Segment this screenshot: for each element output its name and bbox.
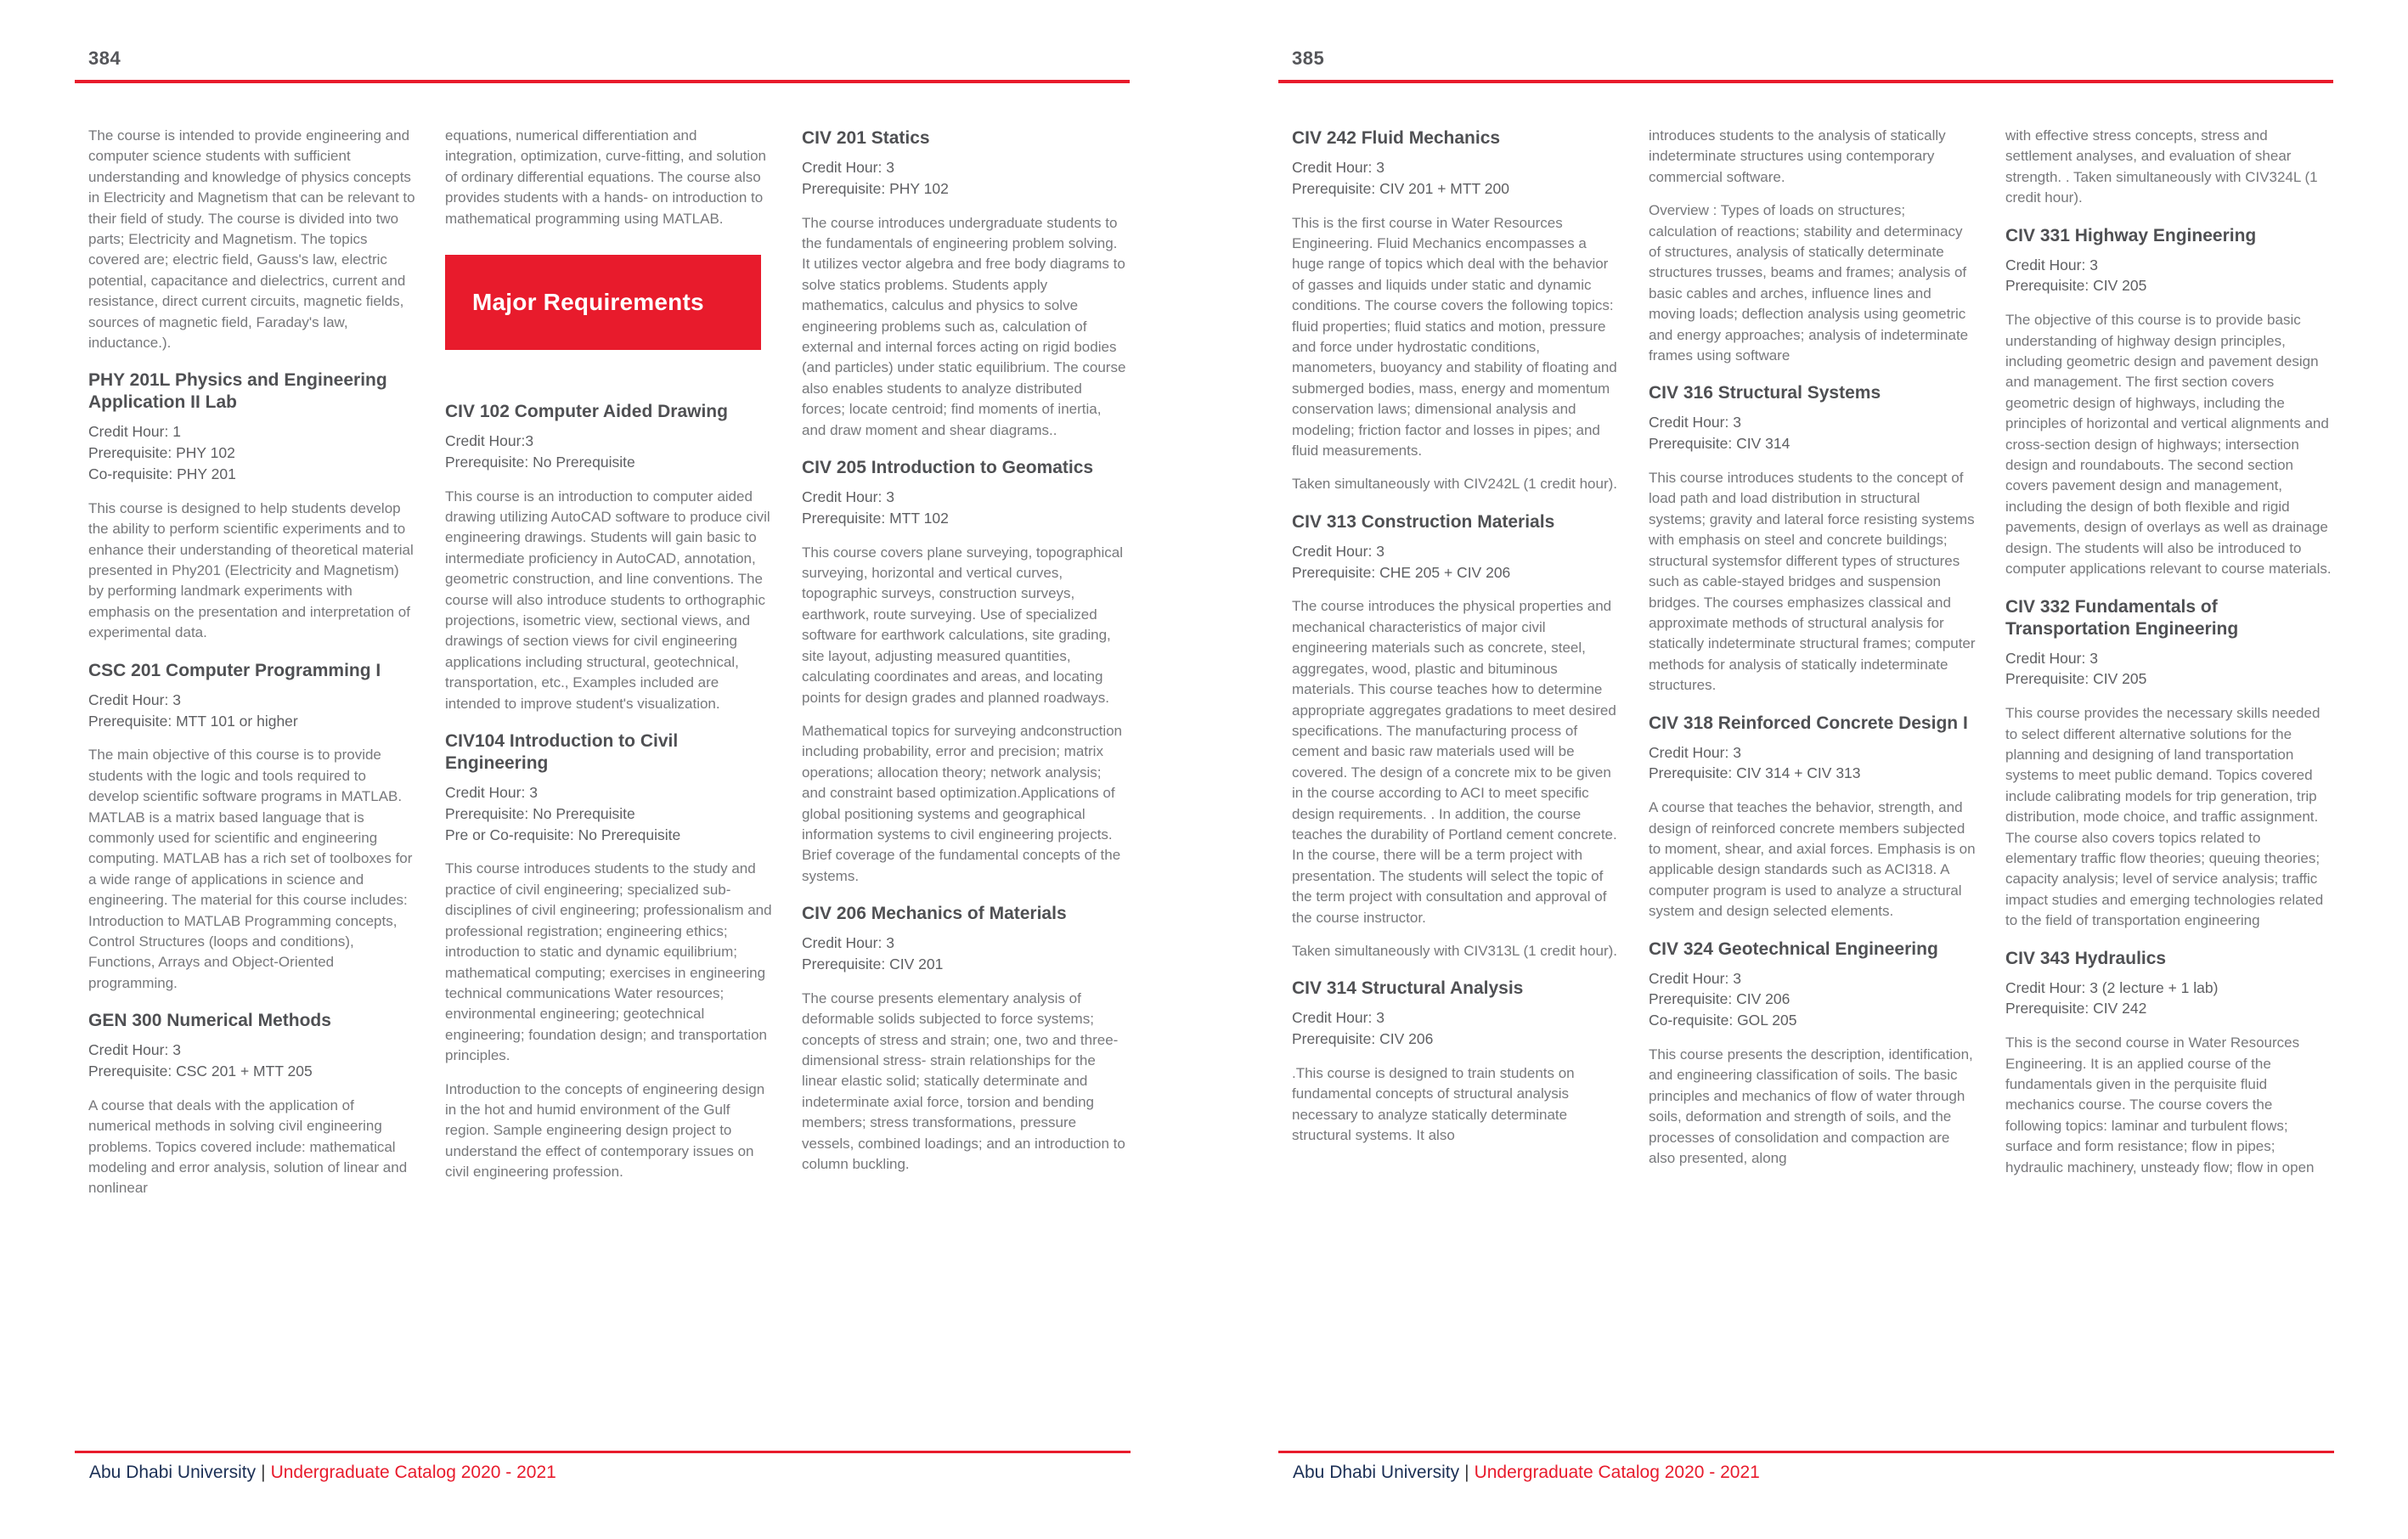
course-meta-line: Prerequisite: No Prerequisite bbox=[445, 453, 635, 471]
text-column bbox=[445, 126, 772, 1400]
course-meta-line: Credit Hour: 3 bbox=[1292, 542, 1384, 560]
course-paragraph: This course presents the description, identification, and engineering classification of soils. The basic principles and mechanics of flow of water through soils, deformation and strength of soils, and the processes of consolidation and compaction are also presented, along bbox=[1649, 1046, 1973, 1166]
course-heading: CIV 331 Highway Engineering bbox=[2005, 225, 2257, 245]
course-paragraph: A course that teaches the behavior, strength, and design of reinforced concrete members subjected to moment, shear, and axial forces. Emphasis is on applicable design standards such as ACI318. A computer program is used to analyze a structural system and design selected elements. bbox=[1649, 799, 1976, 920]
text-column bbox=[88, 126, 415, 1400]
course-paragraph: This course covers plane surveying, topographical surveying, horizontal and vertical curves, topographic surveys, construction surveys, earthwork, route surveying. Use of specialized software for earthwork calculations, site grading, site layout, adjusting measured quantities, calculating coordinates and areas, and locating points for design grades and planned roadways. bbox=[802, 544, 1123, 706]
course-paragraph: Overview : Types of loads on structures; calculation of reactions; stability and determinacy of structures, analysis of statically determinate structures trusses, beams and frames; analysis of basic cables and arches, influence lines and moving loads; deflection analysis using geometric and energy approaches; analysis of indeterminate frames using software bbox=[1649, 202, 1969, 364]
course-paragraph: The course presents elementary analysis of deformable solids subjected to force systems; concepts of stress and strain; one, two and three-dimensional stress- strain relationships for the linear elastic solid; statically determinate and indeterminate axial force, torsion and bending members; stress transformations, pressure vessels, combined loadings; and an introduction to column buckling. bbox=[802, 989, 1125, 1172]
course-paragraph: A course that deals with the application of numerical methods in solving civil engineering problems. Topics covered include: mathematical modeling and error analysis, solution of linear and nonlinear bbox=[88, 1096, 408, 1197]
course-meta-line: Prerequisite: CIV 205 bbox=[2005, 277, 2147, 295]
course-meta bbox=[1649, 968, 1976, 1031]
catalog-page-right bbox=[1204, 0, 2408, 1539]
course-heading: CSC 201 Computer Programming I bbox=[88, 660, 381, 680]
course-meta bbox=[1649, 412, 1976, 454]
course-meta bbox=[88, 1040, 415, 1082]
course-paragraph: The course introduces undergraduate students to the fundamentals of engineering problem solving. It utilizes vector algebra and free body diagrams to solve statics problems. Students apply mathematics, calculus and physics to solve engineering problems such as, calculation of external and internal forces acting on rigid bodies (and particles) under static equilibrium. The course also enables students to analyze distributed forces; locate centroid; find moments of inertia, and draw moment and shear diagrams.. bbox=[802, 214, 1126, 438]
course-meta-line: Co-requisite: PHY 201 bbox=[88, 465, 236, 483]
course-meta bbox=[88, 421, 415, 484]
course-meta bbox=[802, 487, 1129, 529]
course-heading: PHY 201L Physics and Engineering Application II Lab bbox=[88, 370, 387, 413]
course-meta bbox=[1292, 1007, 1619, 1050]
course-meta-line: Credit Hour: 3 bbox=[445, 784, 538, 802]
course-paragraph: introduces students to the analysis of statically indeterminate structures using contemporary commercial software. bbox=[1649, 127, 1946, 185]
course-meta-line: Prerequisite: No Prerequisite bbox=[445, 804, 635, 822]
text-column bbox=[802, 126, 1129, 1400]
page-number: 385 bbox=[1292, 48, 1325, 69]
course-meta-line: Prerequisite: CIV 201 + MTT 200 bbox=[1292, 179, 1509, 197]
course-paragraph: .This course is designed to train students on fundamental concepts of structural analysis necessary to analyze statically determinate structural systems. It also bbox=[1292, 1064, 1575, 1144]
course-heading: GEN 300 Numerical Methods bbox=[88, 1011, 331, 1031]
page-number: 384 bbox=[88, 48, 121, 69]
course-meta-line: Prerequisite: CIV 206 bbox=[1292, 1030, 1434, 1048]
course-paragraph: This course is an introduction to computer aided drawing utilizing AutoCAD software to produce civil engineering drawings. Students will gain basic to intermediate proficiency in AutoCAD, annotation, geometric construction, and line conventions. The course will also introduce students to orthographic projections, isometric view, sectional views, and drawings of section views for civil engineering applications including structural, geotechnical, transportation, etc., Examples included are intended to improve student's visualization. bbox=[445, 488, 770, 712]
course-heading: CIV 324 Geotechnical Engineering bbox=[1649, 939, 1938, 959]
text-column bbox=[2005, 126, 2332, 1400]
course-paragraph: This course introduces students to the study and practice of civil engineering; specialized sub- disciplines of civil engineering; professionalism and professional registration; engineering ethics; introduction to static and dynamic equilibrium; mathematical computing; exercises in engineering technical communications Water resources; environmental engineering; geotechnical engineering; foundation design; and transportation principles. bbox=[445, 860, 772, 1064]
course-paragraph: Introduction to the concepts of engineering design in the hot and humid environment of the Gulf region. Sample engineering design project to understand the effect of contemporary issues on civil engineering profession. bbox=[445, 1080, 765, 1181]
course-paragraph: Mathematical topics for surveying andconstruction including probability, error and precision; matrix operations; allocation theory; network analysis; and constraint based optimization.Applications of global positioning systems and geographical information systems to civil engineering projects. Brief coverage of the fundamental concepts of the systems. bbox=[802, 722, 1123, 884]
footer-university: Abu Dhabi University bbox=[1293, 1463, 1460, 1482]
course-meta bbox=[2005, 978, 2332, 1020]
page-columns bbox=[88, 126, 1130, 1400]
course-heading: CIV 205 Introduction to Geomatics bbox=[802, 458, 1094, 478]
course-paragraph: This course provides the necessary skills needed to select different alternative solutions for the planning and designing of land transportation systems to meet public demand. Topics covered include calibrating models for trip generation, trip distribution, mode choice, and traffic assignment. The course also covers topics related to elementary traffic flow theories; queuing theories; capacity analysis; level of service analysis; traffic impact studies and emerging technologies related to the field of transportation engineering bbox=[2005, 705, 2324, 929]
course-heading: CIV 343 Hydraulics bbox=[2005, 948, 2167, 968]
footer-university: Abu Dhabi University bbox=[89, 1463, 257, 1482]
course-meta-line: Prerequisite: MTT 102 bbox=[802, 509, 949, 527]
text-column bbox=[1649, 126, 1976, 1400]
course-heading: CIV 102 Computer Aided Drawing bbox=[445, 402, 728, 422]
course-paragraph: Taken simultaneously with CIV242L (1 credit hour). bbox=[1292, 476, 1617, 493]
page-footer bbox=[1278, 1451, 2334, 1483]
text-column bbox=[1292, 126, 1619, 1400]
header-rule bbox=[1278, 80, 2333, 83]
course-meta-line: Prerequisite: MTT 101 or higher bbox=[88, 712, 298, 730]
page-footer bbox=[75, 1451, 1131, 1483]
course-heading: CIV 318 Reinforced Concrete Design I bbox=[1649, 713, 1968, 733]
course-meta bbox=[1292, 541, 1619, 583]
footer-rule bbox=[75, 1451, 1131, 1453]
footer-catalog: Undergraduate Catalog 2020 - 2021 bbox=[1474, 1463, 1760, 1482]
course-paragraph: This course introduces students to the concept of load path and load distribution in structural systems; gravity and lateral force resisting systems with emphasis on steel and concrete buildings; structural systemsfor different types of structures such as cable-stayed bridges and suspension bridges. The courses emphasizes classical and approximate methods of structural analysis for statically indeterminate structural frames; computer methods for analysis of statically indeterminate structures. bbox=[1649, 470, 1976, 694]
course-meta-line: Credit Hour: 3 bbox=[2005, 256, 2098, 273]
course-meta-line: Credit Hour: 3 bbox=[802, 488, 894, 506]
course-paragraph: with effective stress concepts, stress and settlement analyses, and evaluation of shear strength. . Taken simultaneously with CIV324L (1 credit hour). bbox=[2005, 127, 2318, 206]
course-heading: CIV 242 Fluid Mechanics bbox=[1292, 128, 1501, 148]
footer-text bbox=[89, 1463, 1131, 1483]
course-meta bbox=[1649, 742, 1976, 785]
course-paragraph: Taken simultaneously with CIV313L (1 credit hour). bbox=[1292, 942, 1617, 959]
course-meta-line: Credit Hour: 3 bbox=[1649, 969, 1741, 987]
page-columns bbox=[1292, 126, 2333, 1400]
course-meta-line: Credit Hour:3 bbox=[445, 432, 534, 450]
course-meta bbox=[2005, 255, 2332, 297]
course-meta bbox=[802, 933, 1129, 975]
course-meta-line: Credit Hour: 3 (2 lecture + 1 lab) bbox=[2005, 978, 2219, 996]
course-meta bbox=[1292, 157, 1619, 200]
course-heading: CIV 206 Mechanics of Materials bbox=[802, 904, 1067, 924]
course-meta-line: Credit Hour: 3 bbox=[1292, 1009, 1384, 1027]
course-paragraph: The course is intended to provide engineering and computer science students with sufficient understanding and knowledge of physics concepts in Electricity and Magnetism that can be relevant to their field of study. The course is divided into two parts; Electricity and Magnetism. The topics covered are; electric field, Gauss's law, electric potential, capacitance and dielectrics, current and resistance, direct current circuits, magnetic fields, sources of magnetic field, Faraday's law, inductance.). bbox=[88, 127, 415, 352]
footer-separator: | bbox=[261, 1463, 266, 1482]
course-meta-line: Prerequisite: PHY 102 bbox=[802, 179, 949, 197]
course-heading: CIV 316 Structural Systems bbox=[1649, 383, 1881, 403]
course-meta bbox=[88, 690, 415, 732]
course-meta bbox=[802, 157, 1129, 200]
course-meta-line: Credit Hour: 3 bbox=[802, 159, 894, 176]
course-meta-line: Credit Hour: 3 bbox=[1649, 743, 1741, 761]
course-meta-line: Credit Hour: 1 bbox=[88, 423, 181, 441]
course-heading: CIV 314 Structural Analysis bbox=[1292, 978, 1524, 999]
course-heading: CIV 332 Fundamentals of Transportation Engineering bbox=[2005, 596, 2239, 639]
course-meta-line: Prerequisite: CIV 314 bbox=[1649, 435, 1790, 453]
course-meta bbox=[2005, 648, 2332, 691]
course-meta-line: Prerequisite: CIV 314 + CIV 313 bbox=[1649, 764, 1861, 782]
course-meta-line: Prerequisite: PHY 102 bbox=[88, 444, 235, 462]
course-meta-line: Prerequisite: CHE 205 + CIV 206 bbox=[1292, 563, 1511, 581]
course-paragraph: This course is designed to help students develop the ability to perform scientific experiments and to enhance their understanding of theoretical material presented in Phy201 (Electricity and Magnetism) by performing landmark experiments with emphasis on the presentation and interpretation of experimental data. bbox=[88, 499, 414, 641]
course-meta-line: Pre or Co-requisite: No Prerequisite bbox=[445, 826, 681, 843]
course-meta-line: Credit Hour: 3 bbox=[2005, 649, 2098, 667]
footer-separator: | bbox=[1464, 1463, 1469, 1482]
course-meta-line: Credit Hour: 3 bbox=[88, 691, 181, 708]
course-paragraph: This is the first course in Water Resources Engineering. Fluid Mechanics encompasses a huge range of topics which deal with the behavior of gasses and liquids under static and dynamic conditions. The course covers the following topics: fluid properties; fluid statics and motion, pressure and force under hydrostatic conditions, manometers, buoyancy and stability of floating and submerged bodies, mass, energy and momentum conservation laws; dimensional analysis and modeling; friction factor and losses in pipes; and fluid measurements. bbox=[1292, 214, 1617, 459]
course-meta-line: Credit Hour: 3 bbox=[802, 934, 894, 952]
course-meta-line: Co-requisite: GOL 205 bbox=[1649, 1012, 1797, 1029]
course-paragraph: The main objective of this course is to provide students with the logic and tools required to develop scientific software programs in MATLAB. MATLAB is a matrix based language that is commonly used for scientific and engineering computing. MATLAB has a rich set of toolboxes for a wide range of applications in science and engineering. The material for this course includes: Introduction to MATLAB Programming concepts, Control Structures (loops and conditions), Functions, Arrays and Object-Oriented programming. bbox=[88, 747, 413, 991]
footer-catalog: Undergraduate Catalog 2020 - 2021 bbox=[270, 1463, 556, 1482]
course-paragraph: This is the second course in Water Resources Engineering. It is an applied course of the fundamentals given in the perquisite fluid mechanics course. The course covers the following topics: laminar and turbulent flows; surface and form resistance; flow in pipes; hydraulic machinery, unsteady flow; flow in open bbox=[2005, 1034, 2315, 1175]
course-meta-line: Credit Hour: 3 bbox=[1292, 159, 1384, 176]
course-meta-line: Prerequisite: CIV 205 bbox=[2005, 670, 2147, 688]
course-meta-line: Credit Hour: 3 bbox=[88, 1041, 181, 1059]
course-meta-line: Prerequisite: CIV 201 bbox=[802, 955, 944, 972]
footer-rule bbox=[1278, 1451, 2334, 1453]
course-heading: CIV104 Introduction to Civil Engineering bbox=[445, 731, 679, 774]
course-meta bbox=[445, 782, 772, 845]
course-paragraph: The course introduces the physical properties and mechanical characteristics of major civil engineering materials such as concrete, steel, aggregates, wood, plastic and bituminous materials. This course teaches how to determine appropriate aggregates gradations to meet desired specifications. The manufacturing process of cement and basic raw materials used will be covered. The design of a concrete mix to be given in the course according to ACI to meet specific design requirements. . In addition, the course teaches the durability of Portland cement concrete. In the course, there will be a term project with presentation. The students will select the topic of the term project with consultation and approval of the course instructor. bbox=[1292, 598, 1617, 926]
footer-text bbox=[1293, 1463, 2334, 1483]
course-meta-line: Prerequisite: CSC 201 + MTT 205 bbox=[88, 1062, 313, 1080]
course-heading: CIV 313 Construction Materials bbox=[1292, 511, 1555, 532]
course-meta bbox=[445, 431, 772, 473]
course-meta-line: Credit Hour: 3 bbox=[1649, 414, 1741, 431]
course-paragraph: equations, numerical differentiation and integration, optimization, curve-fitting, and solution of ordinary differential equations. The course also provides students with a hands- on introduction to mathematical programming using MATLAB. bbox=[445, 127, 766, 227]
course-meta-line: Prerequisite: CIV 242 bbox=[2005, 1000, 2147, 1018]
page-header bbox=[88, 48, 1130, 83]
header-rule bbox=[75, 80, 1130, 83]
course-paragraph: The objective of this course is to provide basic understanding of highway design principles, including geometric design and pavement design and management. The first section covers geometric design of highways, including the principles of horizontal and vertical alignments and cross-section design of highways; intersection design and roundabouts. The second section covers pavement design and management, including the design of both flexible and rigid pavements, design of overlays as well as drainage design. The students will also be introduced to computer applications relevant to course materials. bbox=[2005, 312, 2332, 578]
course-heading: CIV 201 Statics bbox=[802, 128, 930, 148]
course-meta-line: Prerequisite: CIV 206 bbox=[1649, 990, 1790, 1008]
page-header bbox=[1292, 48, 2333, 83]
major-requirements-banner: Major Requirements bbox=[445, 255, 761, 350]
